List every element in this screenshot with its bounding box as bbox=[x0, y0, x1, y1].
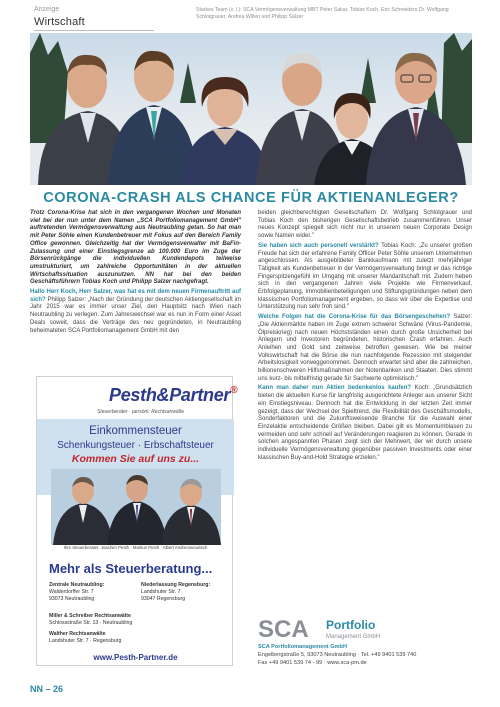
section-label: Wirtschaft bbox=[34, 16, 85, 28]
answer-1-continued: beiden gleichberechtigten Gesellschaftern Dr. Wolfgang Schlotgrauer und Tobias Koch den bisherigen Gesellschaftsbetrieb zusammenführen. Unser neues Konzept spiegelt sich nicht nur in unserem neuen Corporate Design sowie Namen wider." bbox=[258, 210, 472, 240]
ad-website-link[interactable]: www.Pesth-Partner.de bbox=[93, 653, 178, 662]
answer-3: Salzer: „Die Aktienmärkte haben im Zuge extrem schwerer Schwäne (Virus-Pandemie, Ölpreiskrieg) nach neuen Höchstständen einen durch große Unsicherheit bei Anlegern und Investoren begründeten, historischen Crash erfahren. Auch Anleihen und Gold sind zeitweise betroffen gewesen. Wie bei meiner Volkswirtschaft hat die Börse die nun nachfolgende Rezession mit steigender Arbeitslosigkeit vorweggenommen. Dennoch erwartet sind aber die zahlreichen, billionenschweren Hilfsmaßnahmen der Notenbanken und Staaten. Dies stimmt uns kurz- bis mittelfristig gerade für Sachwerte optimistisch." bbox=[258, 314, 472, 382]
answer-2: Tobias Koch: „Zu unserer großen Freude hat sich der erfahrene Family Officer Peter Söhle unserem Unternehmen angeschlossen. Als ausgebildeter Bankkaufmann mit zuletzt mehrjähriger Tätigkeit als Kundenbetreuer in der Vermögensverwaltung bringt er das richtige Fingerspitzengefühl im Umgang mit unserer Mandantschaft mit. Zudem heben sich in den vergangenen Jahren viele Projekte wie Firmenverkauf, Erbfolgeplanung, Immobilienbeteiligungen und Stiftungsgründungen neben dem klassischen Portfoliomanagement ergeben, so dass wir über die Expertise und Unterstützung nun sehr froh sind." bbox=[258, 242, 472, 311]
ad-team-photo bbox=[51, 469, 221, 545]
article-lead: Trotz Corona-Krise hat sich in den vergangenen Wochen und Monaten viel bei der nun unter dem Namen „SCA Portfoliomanagement GmbH" auftretenden Vermögensverwaltung aus Neutraubling getan. So hat man mit Peter Söhle einen Kundenbetreuer mit Fokus auf den Bereich Family Office gewonnen. Gleichzeitig hat der Vermögensverwalter mit BaFin-Zulassung und einer Einstiegsgrenze ab 100.000 Euro im Zuge der Börsenrückgänge die individuellen Kundendepots teilweise umstrukturiert, um zahlreiche Opportunitäten in der aktuellen Wirtschaftssituation auszunutzen. NN hat bei den beiden Geschäftsführern Tobias Koch und Philipp Salzer nachgefragt. bbox=[30, 210, 241, 286]
ad-line-1: Einkommensteuer bbox=[89, 425, 182, 437]
ad-office-2-street: Landshuter Str. 7 bbox=[141, 588, 181, 595]
ad-office-regensburg bbox=[141, 582, 210, 602]
ad-office-neutraubling bbox=[49, 582, 104, 602]
answer-4: Koch: „Grundsätzlich bieten die aktuellen Kurse für langfristig ausgerichtete Anleger aus unserer Sicht ein Einstiegsniveau. Dennoch hat die Entwicklung in der letzten Zeit immer gezeigt, dass der Wechsel der Spieltrend, die Flexibilität des Geschäftsmodells, Sonderfaktoren und die Zukunftsweisende Branche für die Auswahl einer Einzelaktie entscheidende Größen bleiben. Dabei gilt es Momentumblasen zu vermeiden und sehr schnell auf Veränderungen reagieren zu können. Gerade in solchen angespannten Phasen zeigt sich der Mehrwert, der wir durch unsere individuelle Vermögensverwaltung gegenüber passiven Investments oder einer klassischen Buy-and-Hold Strategie erzielen." bbox=[258, 385, 472, 461]
article-answer-4 bbox=[258, 385, 472, 462]
ad-office-4-title: Walther Rechtsanwälte bbox=[49, 631, 106, 637]
header-divider bbox=[34, 30, 154, 31]
header-kicker: Anzeige bbox=[34, 6, 60, 13]
sca-address: Engelbergstraße 5, 93073 Neutraubling · Tel. +49 9401 539 740 bbox=[258, 651, 417, 658]
sca-fax-web: Fax +49 9401 539 74 - 99 · www.sca-pm.de bbox=[258, 659, 367, 666]
article-column-left bbox=[30, 210, 241, 337]
question-3: Welche Folgen hat die Corona-Krise für das Börsengeschehen? bbox=[258, 314, 451, 321]
article-column-right bbox=[258, 210, 472, 465]
sca-logo-letters: SCA bbox=[258, 616, 309, 643]
sca-logo-word: Portfolio bbox=[326, 618, 376, 632]
ad-subtitle: Steuerberater · persönl. Rechtsanwälte bbox=[97, 409, 184, 415]
ad-office-4-street: Landshuter Str. 7 · Regensburg bbox=[49, 637, 122, 644]
ad-office-miller bbox=[49, 613, 132, 627]
ad-team-caption: Ihre Steuerberater: Joachim Pesth · Markus Pesth · Albert Andreossowitsch bbox=[63, 545, 208, 550]
page-number: NN – 26 bbox=[30, 684, 64, 694]
question-2: Sie haben sich auch personell verstärkt? bbox=[258, 242, 379, 249]
ad-office-1-street: Walderdorffer Str. 7 bbox=[49, 588, 94, 595]
sca-company-name: SCA Portfoliomanagement GmbH bbox=[258, 644, 347, 650]
ad-office-2-title: Niederlassung Regensburg: bbox=[141, 582, 211, 588]
team-photo-illustration bbox=[30, 33, 472, 185]
sca-logo-mark bbox=[258, 616, 438, 642]
pesth-partner-advertisement[interactable] bbox=[36, 376, 238, 666]
ad-office-walther bbox=[49, 631, 121, 645]
answer-1: Philipp Salzer: „Nach der Gründung der deutschen Aktiengesellschaft im Jahr 2015 war es immer unser Ziel, den Hauptsitz nach Wien nach Neutraubling zu verlegen. Zum Jahreswechsel war es nun in Form einer Asset Deals soweit, dass die Verträge des neu gegründeten, in Neutraubling beheimateten SCA Portfoliomanagement GmbH mit den bbox=[30, 296, 241, 334]
ad-logo-text: Pesth&Partner bbox=[109, 385, 231, 405]
ad-line-3: Kommen Sie auf uns zu... bbox=[71, 453, 200, 465]
sca-contact bbox=[258, 644, 474, 667]
ad-logo bbox=[109, 385, 237, 406]
question-1: Hallo Herr Koch, Herr Salzer, was hat es mit dem neuen Firmenauftritt auf sich? bbox=[30, 289, 241, 303]
photo-caption: Starkes Team (v. l.): SCA Vermögensverwaltung MBT Peter Sakar, Tobias Koch, Eric Schneiders Dr. Wolfgang Schlotgrauer, Andrea Willen und Philipp Salzer bbox=[196, 7, 449, 20]
article-answer-1 bbox=[30, 289, 241, 335]
article-answer-2 bbox=[258, 243, 472, 312]
ad-office-2-city: 93047 Regensburg bbox=[141, 595, 186, 602]
article-answer-3 bbox=[258, 314, 472, 383]
ad-logo-mark: ® bbox=[230, 385, 238, 396]
ad-office-1-city: 93073 Neutraubling bbox=[49, 595, 95, 602]
question-4: Kann man daher nun Aktien bedenkenlos kaufen? bbox=[258, 385, 412, 392]
header bbox=[34, 6, 85, 28]
team-photo bbox=[30, 33, 472, 185]
ad-headline: Mehr als Steuerberatung... bbox=[49, 561, 213, 576]
article-title: CORONA-CRASH ALS CHANCE FÜR AKTIENANLEGER? bbox=[43, 190, 459, 206]
sca-logo bbox=[258, 616, 438, 647]
ad-office-3-street: Schlossstraße Str. 13 · Neutraubling bbox=[49, 619, 133, 626]
ad-office-3-title: Miller & Schreiber Rechtsanwälte bbox=[49, 613, 131, 619]
ad-office-1-title: Zentrale Neutraubling: bbox=[49, 582, 105, 588]
ad-line-2: Schenkungsteuer · Erbschaftsteuer bbox=[57, 440, 214, 451]
sca-logo-sub: Management GmbH bbox=[326, 634, 381, 640]
